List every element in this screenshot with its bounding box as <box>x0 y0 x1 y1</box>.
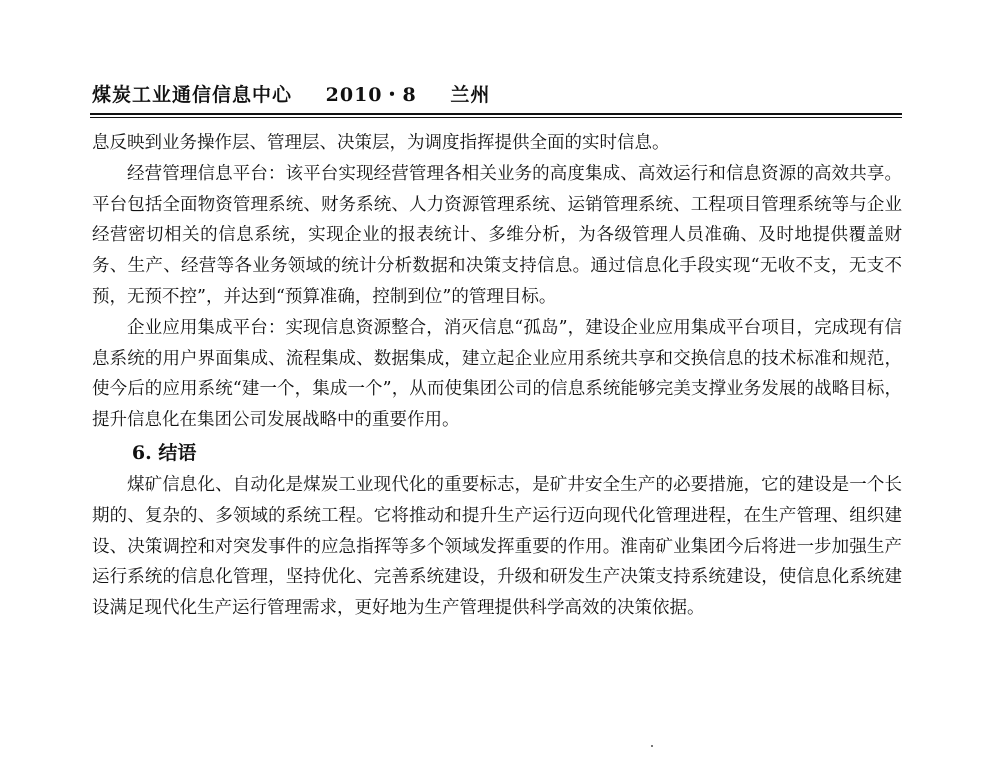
paragraph-business-platform: 经营管理信息平台：该平台实现经营管理各相关业务的高度集成、高效运行和信息资源的高效共享。平台包括全面物资管理系统、财务系统、人力资源管理系统、运销管理系统、工程项目管理系统等与企业经营密切相关的信息系统，实现企业的报表统计、多维分析，为各级管理人员准确、及时地提供覆盖财务、生产、经营等各业务领域的统计分析数据和决策支持信息。通过信息化手段实现“无收不支，无支不预，无预不控”，并达到“预算准确，控制到位”的管理目标。 <box>92 163 902 307</box>
scan-dot <box>651 745 653 747</box>
header-date: 2010・8 <box>325 84 417 106</box>
section-heading: 6. 结语 <box>131 441 197 464</box>
header-rule-thin <box>90 117 902 118</box>
body-text <box>92 128 902 624</box>
paragraph-integration-platform: 企业应用集成平台：实现信息资源整合，消灭信息“孤岛”，建设企业应用集成平台项目，完成现有信息系统的用户界面集成、流程集成、数据集成，建立起企业应用系统共享和交换信息的技术标准和规范，使今后的应用系统“建一个，集成一个”，从而使集团公司的信息系统能够完美支撑业务发展的战略目标，提升信息化在集团公司发展战略中的重要作用。 <box>92 317 902 431</box>
header-rule-thick <box>90 113 902 115</box>
running-header <box>92 80 516 107</box>
paragraph-conclusion: 煤矿信息化、自动化是煤炭工业现代化的重要标志，是矿井安全生产的必要措施，它的建设是一个长期的、复杂的、多领域的系统工程。它将推动和提升生产运行迈向现代化管理进程，在生产管理、组织建设、决策调控和对突发事件的应急指挥等多个领域发挥重要的作用。淮南矿业集团今后将进一步加强生产运行系统的信息化管理，坚持优化、完善系统建设，升级和研发生产决策支持系统建设，使信息化系统建设满足现代化生产运行管理需求，更好地为生产管理提供科学高效的决策依据。 <box>92 474 902 619</box>
header-source: 煤炭工业通信信息中心 <box>92 84 293 106</box>
paragraph-continued: 息反映到业务操作层、管理层、决策层，为调度指挥提供全面的实时信息。 <box>92 133 670 153</box>
header-place: 兰州 <box>450 84 491 106</box>
